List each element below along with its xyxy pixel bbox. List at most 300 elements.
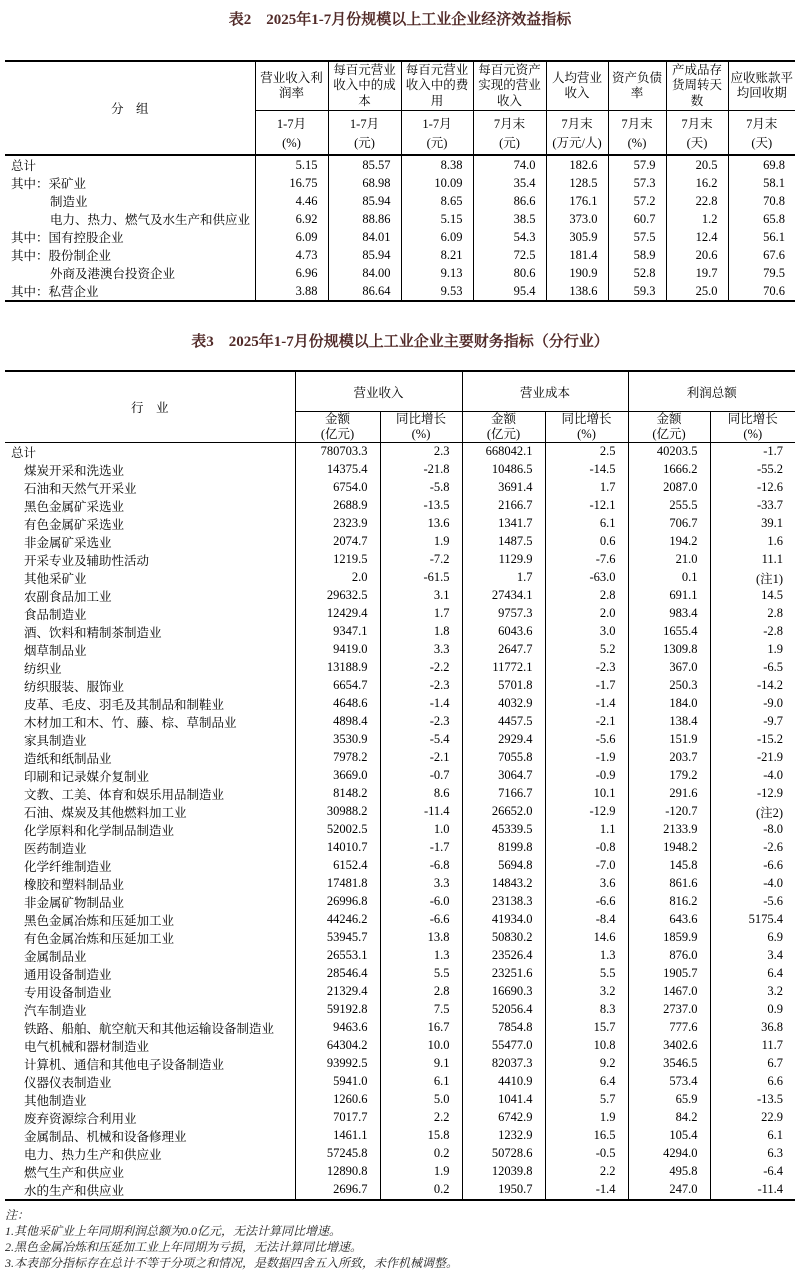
- table3-row: [5, 659, 795, 677]
- table3-cell: 23526.4: [462, 947, 545, 965]
- footnote-item: 2.黑色金属冶炼和压延加工业上年同期为亏损，无法计算同比增速。: [5, 1239, 363, 1254]
- table3-cell: 59192.8: [295, 1001, 380, 1019]
- table3-cell: 1129.9: [462, 551, 545, 569]
- table3-cell: 1.9: [710, 641, 795, 659]
- table2-cell: 25.0: [666, 282, 728, 301]
- table2-cell: 85.94: [328, 192, 401, 210]
- table3-cell: 3.0: [545, 623, 628, 641]
- table3-row: [5, 767, 795, 785]
- table3-row: [5, 1181, 795, 1200]
- table3-cell: 1905.7: [628, 965, 710, 983]
- table2-cell: 69.8: [728, 155, 795, 174]
- table3-cell: 1.6: [710, 533, 795, 551]
- table2-cell: 86.6: [473, 192, 546, 210]
- table3-cell: -6.4: [710, 1163, 795, 1181]
- table3-cell: 3.4: [710, 947, 795, 965]
- table3-cell: 2647.7: [462, 641, 545, 659]
- table2-cell: 4.46: [255, 192, 328, 210]
- table2-column-header: 产成品存货周转天数: [666, 61, 728, 110]
- table3-row-label: 食品制造业: [24, 607, 87, 622]
- table3-cell: 5.7: [545, 1091, 628, 1109]
- footnote-item: 3.本表部分指标存在总计不等于分项之和情况，是数据四舍五入所致，未作机械调整。: [5, 1255, 459, 1270]
- table3-cell: 1041.4: [462, 1091, 545, 1109]
- table3-cell: 7017.7: [295, 1109, 380, 1127]
- subheader-growth: [545, 411, 628, 442]
- table3-row-label: 印刷和记录媒介复制业: [24, 769, 150, 784]
- table3-row-label: 通用设备制造业: [24, 967, 112, 982]
- table3-row: [5, 533, 795, 551]
- table2-cell: 12.4: [666, 228, 728, 246]
- table3-cell: -13.5: [710, 1091, 795, 1109]
- table2-column-header: 每百元营业收入中的成本: [328, 61, 401, 110]
- table3-cell: 643.6: [628, 911, 710, 929]
- table3-cell: -1.7: [710, 442, 795, 461]
- table3-row-label: 烟草制品业: [24, 643, 87, 658]
- table3-row-label: 仪器仪表制造业: [24, 1075, 112, 1090]
- table3-cell: 1487.5: [462, 533, 545, 551]
- table3-cell: 1948.2: [628, 839, 710, 857]
- group-column-header: 分 组: [5, 61, 255, 155]
- table3-cell: 5.2: [545, 641, 628, 659]
- table2-cell: 5.15: [401, 210, 473, 228]
- table3-row-label: 水的生产和供应业: [24, 1183, 125, 1198]
- table3-cell: -2.6: [710, 839, 795, 857]
- table3-cell: 13.8: [380, 929, 462, 947]
- table2-cell: 85.57: [328, 155, 401, 174]
- table3-cell: 105.4: [628, 1127, 710, 1145]
- table2-row-label: 其中：国有控股企业: [11, 231, 124, 246]
- table3-cell: 9419.0: [295, 641, 380, 659]
- table3-cell: 8.6: [380, 785, 462, 803]
- table3-cell: 12429.4: [295, 605, 380, 623]
- subheader-growth: [710, 411, 795, 442]
- table3-cell: 27434.1: [462, 587, 545, 605]
- table3-cell: 1.1: [545, 821, 628, 839]
- table2-cell: 74.0: [473, 155, 546, 174]
- table3-cell: 0.2: [380, 1145, 462, 1163]
- table3-cell: -2.2: [380, 659, 462, 677]
- table3-cell: 36.8: [710, 1019, 795, 1037]
- table3-cell: 12890.8: [295, 1163, 380, 1181]
- table3-cell: -0.5: [545, 1145, 628, 1163]
- table3-cell: 2074.7: [295, 533, 380, 551]
- table3-row: [5, 569, 795, 587]
- table2-cell: 8.21: [401, 246, 473, 264]
- table3-cell: 1666.2: [628, 461, 710, 479]
- amount-unit: (亿元): [486, 426, 521, 441]
- table3-cell: 0.6: [545, 533, 628, 551]
- table2-row: [5, 192, 795, 210]
- table2-cell: 38.5: [473, 210, 546, 228]
- table2-row: [5, 228, 795, 246]
- subheader-growth: [380, 411, 462, 442]
- table3-row-label: 金属制品、机械和设备修理业: [24, 1129, 187, 1144]
- table3-cell: 1.9: [380, 1163, 462, 1181]
- unit-label: (%): [627, 136, 647, 150]
- table3-cell: 8199.8: [462, 839, 545, 857]
- table3-cell: 6.1: [710, 1127, 795, 1145]
- table2-cell: 65.8: [728, 210, 795, 228]
- table3-row-label: 纺织业: [24, 661, 62, 676]
- table3-cell: -7.2: [380, 551, 462, 569]
- table3-row: [5, 641, 795, 659]
- table2-title: 表2 2025年1-7月份规模以上工业企业经济效益指标: [228, 12, 572, 28]
- growth-label: 同比增长: [727, 411, 778, 426]
- table2-cell: 6.09: [255, 228, 328, 246]
- table2-cell: 22.8: [666, 192, 728, 210]
- table3-cell: 5.5: [380, 965, 462, 983]
- table3-cell: 3.3: [380, 875, 462, 893]
- table3-cell: -5.6: [545, 731, 628, 749]
- table3-cell: 2688.9: [295, 497, 380, 515]
- footnotes: [5, 1207, 795, 1271]
- table3-group-header-row: [5, 371, 795, 411]
- table2-row-label: 电力、热力、燃气及水生产和供应业: [50, 213, 251, 228]
- subheader-amount: [628, 411, 710, 442]
- table3-cell: 5701.8: [462, 677, 545, 695]
- table3-cell: 2.8: [380, 983, 462, 1001]
- table2-cell: 4.73: [255, 246, 328, 264]
- table3-row-label: 石油和天然气开采业: [24, 481, 137, 496]
- table3-cell: -1.7: [380, 839, 462, 857]
- footnote-item: 1.其他采矿业上年同期利润总额为0.0亿元，无法计算同比增速。: [5, 1223, 342, 1238]
- table2-cell: 3.88: [255, 282, 328, 301]
- table3-row: [5, 551, 795, 569]
- table3-cell: 9.2: [545, 1055, 628, 1073]
- table3-cell: -2.3: [380, 677, 462, 695]
- table3-cell: 816.2: [628, 893, 710, 911]
- table3-cell: 5941.0: [295, 1073, 380, 1091]
- table3-cell: -1.4: [380, 695, 462, 713]
- table2-cell: 84.00: [328, 264, 401, 282]
- unit-label: (元): [354, 136, 375, 150]
- table2-cell: 16.2: [666, 174, 728, 192]
- table3-cell: 1950.7: [462, 1181, 545, 1200]
- table3-row: [5, 839, 795, 857]
- group-header-operating-revenue: 营业收入: [295, 371, 462, 411]
- table3-cell: 3.1: [380, 587, 462, 605]
- table3-cell: 780703.3: [295, 442, 380, 461]
- table3-cell: 2087.0: [628, 479, 710, 497]
- table3-cell: -9.7: [710, 713, 795, 731]
- table3-row: [5, 1019, 795, 1037]
- table3-cell: 7166.7: [462, 785, 545, 803]
- table2-column-header: 资产负债率: [608, 61, 666, 110]
- table3-row-label: 专用设备制造业: [24, 985, 112, 1000]
- table3-cell: 7055.8: [462, 749, 545, 767]
- table2-cell: 84.01: [328, 228, 401, 246]
- table3-cell: 6754.0: [295, 479, 380, 497]
- table3-row-label: 汽车制造业: [24, 1003, 87, 1018]
- table2-column-period: [473, 110, 546, 155]
- table2-cell: 176.1: [546, 192, 608, 210]
- table2-cell: 8.38: [401, 155, 473, 174]
- table3-row-label: 纺织服装、服饰业: [24, 679, 125, 694]
- table3-row: [5, 587, 795, 605]
- table3-row-label: 化学原料和化学制品制造业: [24, 823, 175, 838]
- table3-cell: 6.4: [545, 1073, 628, 1091]
- table2-column-period: [728, 110, 795, 155]
- table2-column-period: [666, 110, 728, 155]
- table3-cell: 1309.8: [628, 641, 710, 659]
- table2-cell: 20.5: [666, 155, 728, 174]
- table3-cell: 2929.4: [462, 731, 545, 749]
- table3-row-label: 金属制品业: [24, 949, 87, 964]
- unit-label: (天): [686, 136, 708, 150]
- table3-cell: -5.8: [380, 479, 462, 497]
- table2-cell: 6.92: [255, 210, 328, 228]
- table3-cell: -0.8: [545, 839, 628, 857]
- table2-cell: 5.15: [255, 155, 328, 174]
- table3-cell: 11.7: [710, 1037, 795, 1055]
- table3-cell: 1260.6: [295, 1091, 380, 1109]
- unit-label: (天): [751, 136, 773, 150]
- table3-cell: 9757.3: [462, 605, 545, 623]
- table2-cell: 70.6: [728, 282, 795, 301]
- table3-cell: -61.5: [380, 569, 462, 587]
- table3-cell: 2.3: [380, 442, 462, 461]
- table3-row: [5, 1037, 795, 1055]
- table3-cell: 14.5: [710, 587, 795, 605]
- table3-cell: 6742.9: [462, 1109, 545, 1127]
- table3-row-label: 开采专业及辅助性活动: [24, 553, 150, 568]
- table2-row: [5, 264, 795, 282]
- table3-row-label: 家具制造业: [24, 733, 87, 748]
- table3-row: [5, 623, 795, 641]
- amount-label: 金额: [491, 411, 517, 426]
- table3-cell: 151.9: [628, 731, 710, 749]
- table2-cell: 57.9: [608, 155, 666, 174]
- table3-row: [5, 749, 795, 767]
- table3-cell: 1.9: [380, 533, 462, 551]
- table2-row: [5, 155, 795, 174]
- table3-cell: 3546.5: [628, 1055, 710, 1073]
- table3-cell: 10.0: [380, 1037, 462, 1055]
- table3-cell: 12039.8: [462, 1163, 545, 1181]
- table3-cell: 14843.2: [462, 875, 545, 893]
- table3-cell: 0.1: [628, 569, 710, 587]
- table3-cell: 3.3: [380, 641, 462, 659]
- table3-row: [5, 1145, 795, 1163]
- table3-cell: 0.9: [710, 1001, 795, 1019]
- unit-label: (万元/人): [552, 136, 602, 150]
- table3-row: [5, 1127, 795, 1145]
- table3-cell: -63.0: [545, 569, 628, 587]
- table3-cell: 5.0: [380, 1091, 462, 1109]
- table3-cell: 30988.2: [295, 803, 380, 821]
- table3-cell: 7978.2: [295, 749, 380, 767]
- table3-cell: -1.7: [545, 677, 628, 695]
- table3-cell: 6.4: [710, 965, 795, 983]
- table2-cell: 138.6: [546, 282, 608, 301]
- table3-cell: 10.8: [545, 1037, 628, 1055]
- table3-row: [5, 442, 795, 461]
- table3-row-label: 其他采矿业: [24, 571, 87, 586]
- table3-cell: -2.1: [545, 713, 628, 731]
- table3-cell: 4410.9: [462, 1073, 545, 1091]
- table3-cell: -6.0: [380, 893, 462, 911]
- table2-cell: 88.86: [328, 210, 401, 228]
- table2-cell: 16.75: [255, 174, 328, 192]
- table2-cell: 57.3: [608, 174, 666, 192]
- table2-cell: 57.5: [608, 228, 666, 246]
- table2-row-label: 制造业: [50, 195, 88, 210]
- amount-unit: (亿元): [320, 426, 355, 441]
- table3-row-label: 农副食品加工业: [24, 589, 112, 604]
- amount-unit: (亿元): [652, 426, 686, 441]
- table2-cell: 80.6: [473, 264, 546, 282]
- table3-cell: -6.6: [380, 911, 462, 929]
- table3-cell: 2.8: [710, 605, 795, 623]
- subheader-amount: [462, 411, 545, 442]
- table3-row: [5, 605, 795, 623]
- table3-row: [5, 911, 795, 929]
- table3-cell: 2.8: [545, 587, 628, 605]
- period-label: 1-7月: [276, 117, 307, 131]
- table3-cell: -5.4: [380, 731, 462, 749]
- table3-row-label: 非金属矿物制品业: [24, 895, 125, 910]
- table3-cell: -55.2: [710, 461, 795, 479]
- table3-row-label: 煤炭开采和洗选业: [24, 463, 125, 478]
- table2-cell: 181.4: [546, 246, 608, 264]
- table3-row-label: 黑色金属矿采选业: [24, 499, 125, 514]
- table3-row: [5, 929, 795, 947]
- table2-cell: 35.4: [473, 174, 546, 192]
- table3-cell: 5175.4: [710, 911, 795, 929]
- table3-cell: 145.8: [628, 857, 710, 875]
- table3-cell: -4.0: [710, 767, 795, 785]
- table3-row: [5, 1001, 795, 1019]
- table3-cell: 1.9: [545, 1109, 628, 1127]
- period-label: 7月末: [746, 117, 778, 131]
- table2-cell: 52.8: [608, 264, 666, 282]
- table2-cell: 9.13: [401, 264, 473, 282]
- table3-row-label: 电力、热力生产和供应业: [24, 1147, 162, 1162]
- table3-cell: 3691.4: [462, 479, 545, 497]
- table3-cell: 44246.2: [295, 911, 380, 929]
- table2-cell: 85.94: [328, 246, 401, 264]
- table3-row-label: 非金属矿采选业: [24, 535, 112, 550]
- table3-cell: 6.3: [710, 1145, 795, 1163]
- table3-cell: 82037.3: [462, 1055, 545, 1073]
- table3-cell: 1655.4: [628, 623, 710, 641]
- table3-cell: 16.5: [545, 1127, 628, 1145]
- table3-row-label: 造纸和纸制品业: [24, 751, 112, 766]
- table2-cell: 20.6: [666, 246, 728, 264]
- table3-row: [5, 515, 795, 533]
- table3-cell: -12.6: [710, 479, 795, 497]
- table3-cell: 16.7: [380, 1019, 462, 1037]
- table2-row: [5, 246, 795, 264]
- table3-cell: 52056.4: [462, 1001, 545, 1019]
- table3-cell: 15.7: [545, 1019, 628, 1037]
- table2-cell: 128.5: [546, 174, 608, 192]
- table3-cell: -2.3: [380, 713, 462, 731]
- table3-row-label: 有色金属矿采选业: [24, 517, 125, 532]
- group-header-total-profit: 利润总额: [628, 371, 795, 411]
- table3-cell: 2737.0: [628, 1001, 710, 1019]
- table3-cell: -2.3: [545, 659, 628, 677]
- table3-row-label: 酒、饮料和精制茶制造业: [24, 625, 162, 640]
- table3-cell: 11772.1: [462, 659, 545, 677]
- table3-cell: 1.7: [545, 479, 628, 497]
- table3-cell: 3402.6: [628, 1037, 710, 1055]
- table3-cell: 29632.5: [295, 587, 380, 605]
- period-label: 7月末: [621, 117, 653, 131]
- table3-row-label: 黑色金属冶炼和压延加工业: [24, 913, 175, 928]
- table3-cell: 28546.4: [295, 965, 380, 983]
- table3-cell: 6.6: [710, 1073, 795, 1091]
- table3-cell: 7.5: [380, 1001, 462, 1019]
- table3-row: [5, 803, 795, 821]
- table2-cell: 58.1: [728, 174, 795, 192]
- table3-row: [5, 965, 795, 983]
- table3-row: [5, 677, 795, 695]
- table3-cell: 6152.4: [295, 857, 380, 875]
- table3-row: [5, 479, 795, 497]
- table3-cell: -11.4: [380, 803, 462, 821]
- table2-row: [5, 282, 795, 301]
- table3-cell: 16690.3: [462, 983, 545, 1001]
- table2-cell: 373.0: [546, 210, 608, 228]
- table3-cell: 2.2: [545, 1163, 628, 1181]
- table3-cell: 10.1: [545, 785, 628, 803]
- table3-cell: 2133.9: [628, 821, 710, 839]
- table3-cell: -21.8: [380, 461, 462, 479]
- table3-cell: 64304.2: [295, 1037, 380, 1055]
- table2-row-label: 其中：股份制企业: [11, 249, 112, 264]
- table3-row-label: 电气机械和器材制造业: [24, 1039, 150, 1054]
- table3-cell: (注2): [710, 803, 795, 821]
- subheader-amount: [295, 411, 380, 442]
- table3-cell: 4648.6: [295, 695, 380, 713]
- table2-cell: 58.9: [608, 246, 666, 264]
- table2-cell: 67.6: [728, 246, 795, 264]
- table3-cell: 573.4: [628, 1073, 710, 1091]
- table3-cell: 50830.2: [462, 929, 545, 947]
- table3-cell: -7.6: [545, 551, 628, 569]
- table3-row: [5, 497, 795, 515]
- table3-row: [5, 785, 795, 803]
- table3-cell: -6.5: [710, 659, 795, 677]
- table3-cell: -7.0: [545, 857, 628, 875]
- table3-cell: 255.5: [628, 497, 710, 515]
- table3-row-label: 计算机、通信和其他电子设备制造业: [24, 1057, 225, 1072]
- table2-cell: 56.1: [728, 228, 795, 246]
- table3-row: [5, 1073, 795, 1091]
- table3-cell: -6.6: [710, 857, 795, 875]
- table2-row: [5, 210, 795, 228]
- table3-cell: 184.0: [628, 695, 710, 713]
- table3-cell: 1859.9: [628, 929, 710, 947]
- table3-cell: 1341.7: [462, 515, 545, 533]
- table3-cell: 247.0: [628, 1181, 710, 1200]
- table3-cell: 21329.4: [295, 983, 380, 1001]
- table3-cell: 250.3: [628, 677, 710, 695]
- table3-cell: -1.9: [545, 749, 628, 767]
- table3-cell: 367.0: [628, 659, 710, 677]
- table2-column-header: 应收账款平均回收期: [728, 61, 795, 110]
- table3-cell: 291.6: [628, 785, 710, 803]
- table3-cell: 983.4: [628, 605, 710, 623]
- table3-cell: 2.5: [545, 442, 628, 461]
- table3-cell: 53945.7: [295, 929, 380, 947]
- table3-cell: 4294.0: [628, 1145, 710, 1163]
- table3-row: [5, 695, 795, 713]
- amount-label: 金额: [324, 411, 350, 426]
- table3-cell: -6.6: [545, 893, 628, 911]
- table3-cell: -13.5: [380, 497, 462, 515]
